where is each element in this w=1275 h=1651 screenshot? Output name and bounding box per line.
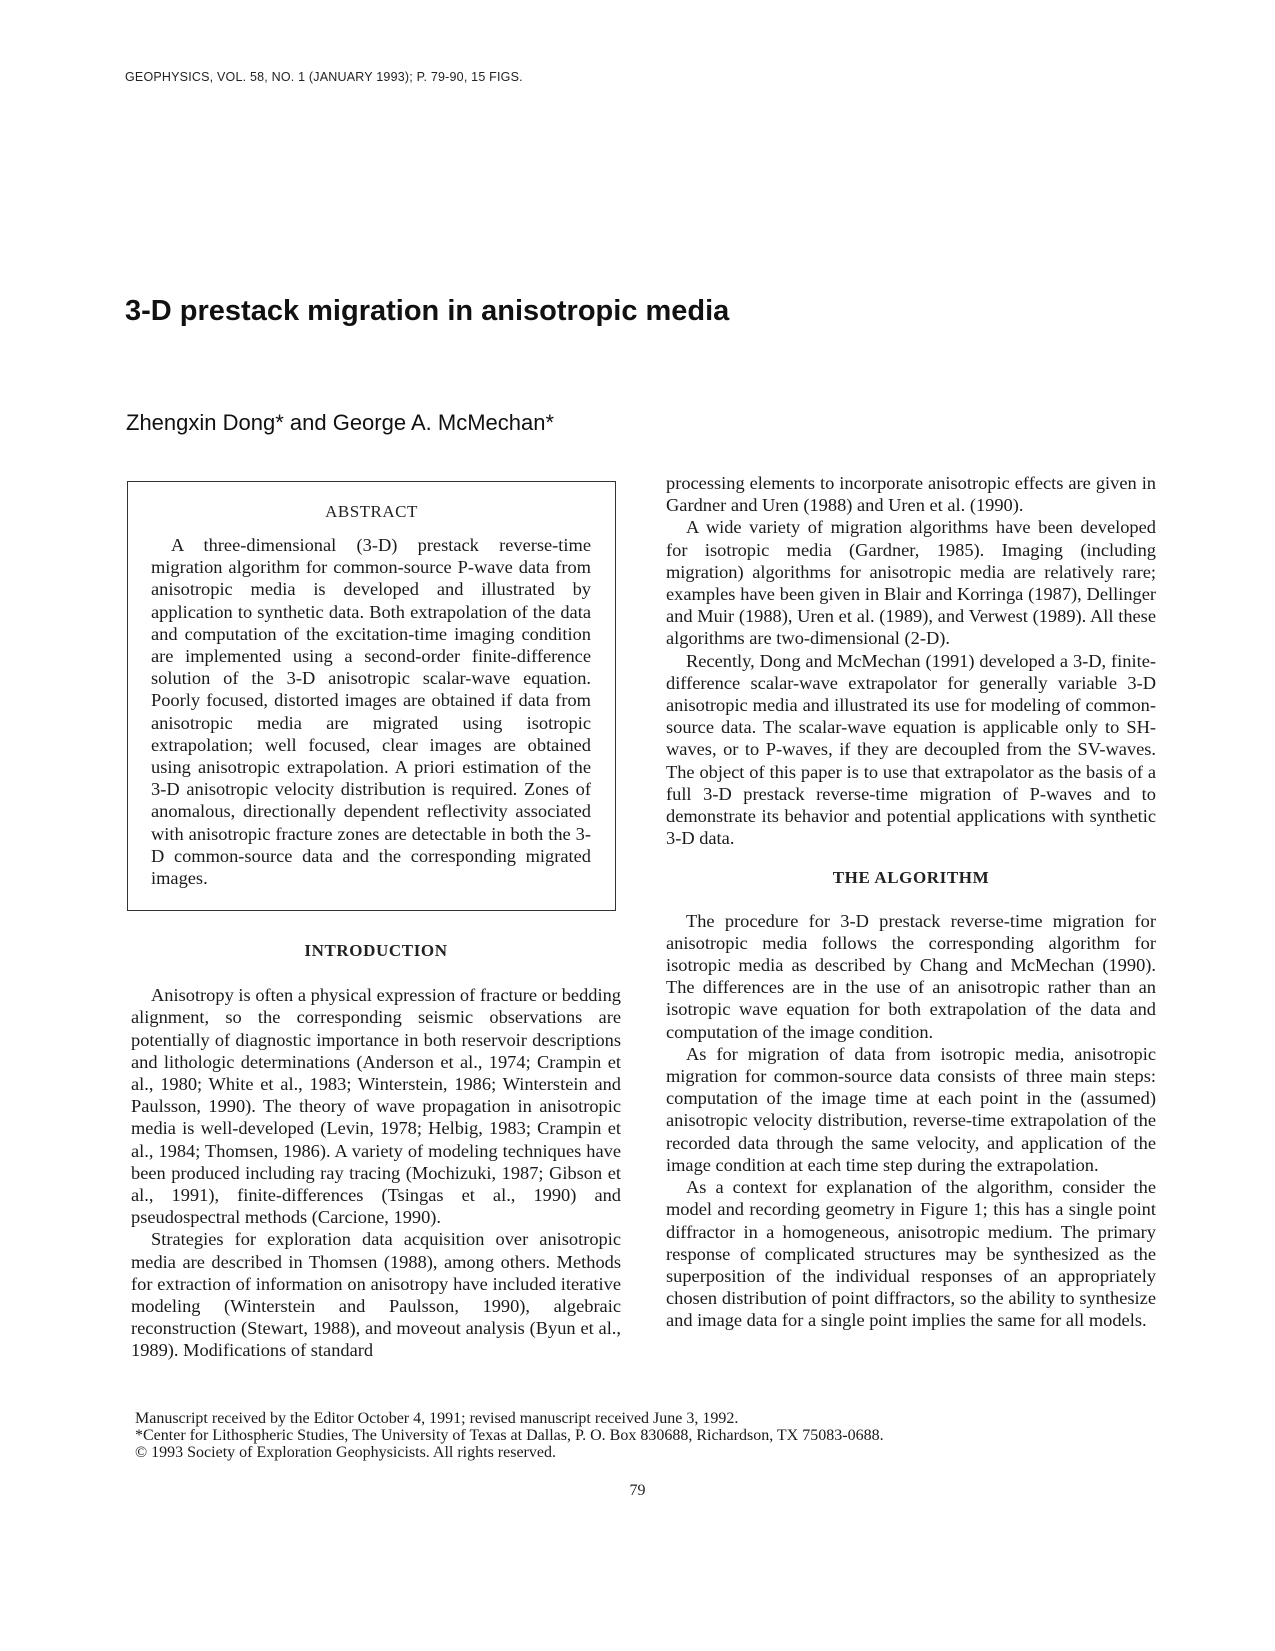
body-paragraph-2: Recently, Dong and McMechan (1991) developed a 3-D, finite-difference scalar-wave extrapolator for generally variable 3-D anisotropic media and illustrated its use for modeling of common-source data. The scalar-wave equation is applicable only to SH-waves, or to P-waves, if they are decoupled from the SV-waves. The object of this paper is to use that extrapolator as the basis of a full 3-D prestack reverse-time migration of P-waves and to demonstrate its behavior and potential applications with synthetic 3-D data. <box>666 650 1156 849</box>
algorithm-paragraph-2: As for migration of data from isotropic media, anisotropic migration for common-source data consists of three main steps: computation of the image time at each point in the (assumed) anisotropic velocity distribution, reverse-time extrapolation of the recorded data through the same velocity, and application of the image condition at each time step during the extrapolation. <box>666 1043 1156 1175</box>
article-title: 3-D prestack migration in anisotropic media <box>125 295 730 327</box>
abstract-heading: ABSTRACT <box>325 502 418 521</box>
intro-paragraph-2: Strategies for exploration data acquisition over anisotropic media are described in Thomsen (1988), among others. Methods for extraction of information on anisotropy have included iterative modeling (Winterstein and Paulsson, 1990), algebraic reconstruction (Stewart, 1988), and moveout analysis (Byun et al., 1989). Modifications of standard <box>131 1229 621 1361</box>
footnote-received: Manuscript received by the Editor October 4, 1991; revised manuscript received June 3, 1992. <box>135 1410 739 1427</box>
body-paragraph-1: A wide variety of migration algorithms have been developed for isotropic media (Gardner, 1985). Imaging (including migration) algorithms for anisotropic media are relatively rare; examples have been given in Blair and Korringa (1987), Dellinger and Muir (1988), Uren et al. (1989), and Verwest (1989). All these algorithms are two-dimensional (2-D). <box>666 517 1156 649</box>
intro-paragraph-1: Anisotropy is often a physical expression of fracture or bedding alignment, so the corresponding seismic observations are potentially of diagnostic importance in both reservoir descriptions and lithologic determinations (Anderson et al., 1974; Crampin et al., 1980; White et al., 1983; Winterstein, 1986; Winterstein and Paulsson, 1990). The theory of wave propagation in anisotropic media is well-developed (Levin, 1978; Helbig, 1983; Crampin et al., 1984; Thomsen, 1986). A variety of modeling techniques have been produced including ray tracing (Mochizuki, 1987; Gibson et al., 1991), finite-differences (Tsingas et al., 1990) and pseudospectral methods (Carcione, 1990). <box>131 985 621 1228</box>
author-line: Zhengxin Dong* and George A. McMechan* <box>126 410 555 435</box>
left-column <box>131 940 621 1362</box>
footnote-affiliation: *Center for Lithospheric Studies, The University of Texas at Dallas, P. O. Box 830688, Richardson, TX 75083-0688. <box>135 1427 884 1444</box>
abstract-box <box>127 481 616 911</box>
page-number: 79 <box>629 1482 646 1499</box>
abstract-text: A three-dimensional (3-D) prestack reverse-time migration algorithm for common-source P-wave data from anisotropic media is developed and illustrated by application to synthetic data. Both extrapolation of the data and computation of the excitation-time imaging condition are implemented using a second-order finite-difference solution of the 3-D anisotropic scalar-wave equation. Poorly focused, distorted images are obtained if data from anisotropic media are migrated using isotropic extrapolation; well focused, clear images are obtained using anisotropic extrapolation. A priori estimation of the 3-D anisotropic velocity distribution is required. Zones of anomalous, directionally dependent reflectivity associated with anisotropic fracture zones are detectable in both the 3-D common-source data and the corresponding migrated images. <box>151 535 591 889</box>
right-column <box>666 472 1156 1332</box>
footnotes <box>135 1410 1185 1461</box>
footnote-copyright: © 1993 Society of Exploration Geophysicists. All rights reserved. <box>135 1444 556 1461</box>
introduction-heading: INTRODUCTION <box>304 941 448 960</box>
algorithm-paragraph-3: As a context for explanation of the algorithm, consider the model and recording geometry in Figure 1; this has a single point diffractor in a homogeneous, anisotropic medium. The primary response of complicated structures may be synthesized as the superposition of the individual responses of an appropriately chosen distribution of point diffractors, so the ability to synthesize and image data for a single point implies the same for all models. <box>666 1177 1156 1331</box>
algorithm-heading: THE ALGORITHM <box>832 868 990 888</box>
running-head: GEOPHYSICS, VOL. 58, NO. 1 (JANUARY 1993); P. 79-90, 15 FIGS. <box>125 70 523 84</box>
continued-paragraph: processing elements to incorporate anisotropic effects are given in Gardner and Uren (1988) and Uren et al. (1990). <box>666 473 1156 516</box>
algorithm-paragraph-1: The procedure for 3-D prestack reverse-time migration for anisotropic media follows the corresponding algorithm for isotropic media as described by Chang and McMechan (1990). The differences are in the use of an anisotropic rather than an isotropic wave equation for both extrapolation of the data and computation of the image condition. <box>666 910 1156 1042</box>
